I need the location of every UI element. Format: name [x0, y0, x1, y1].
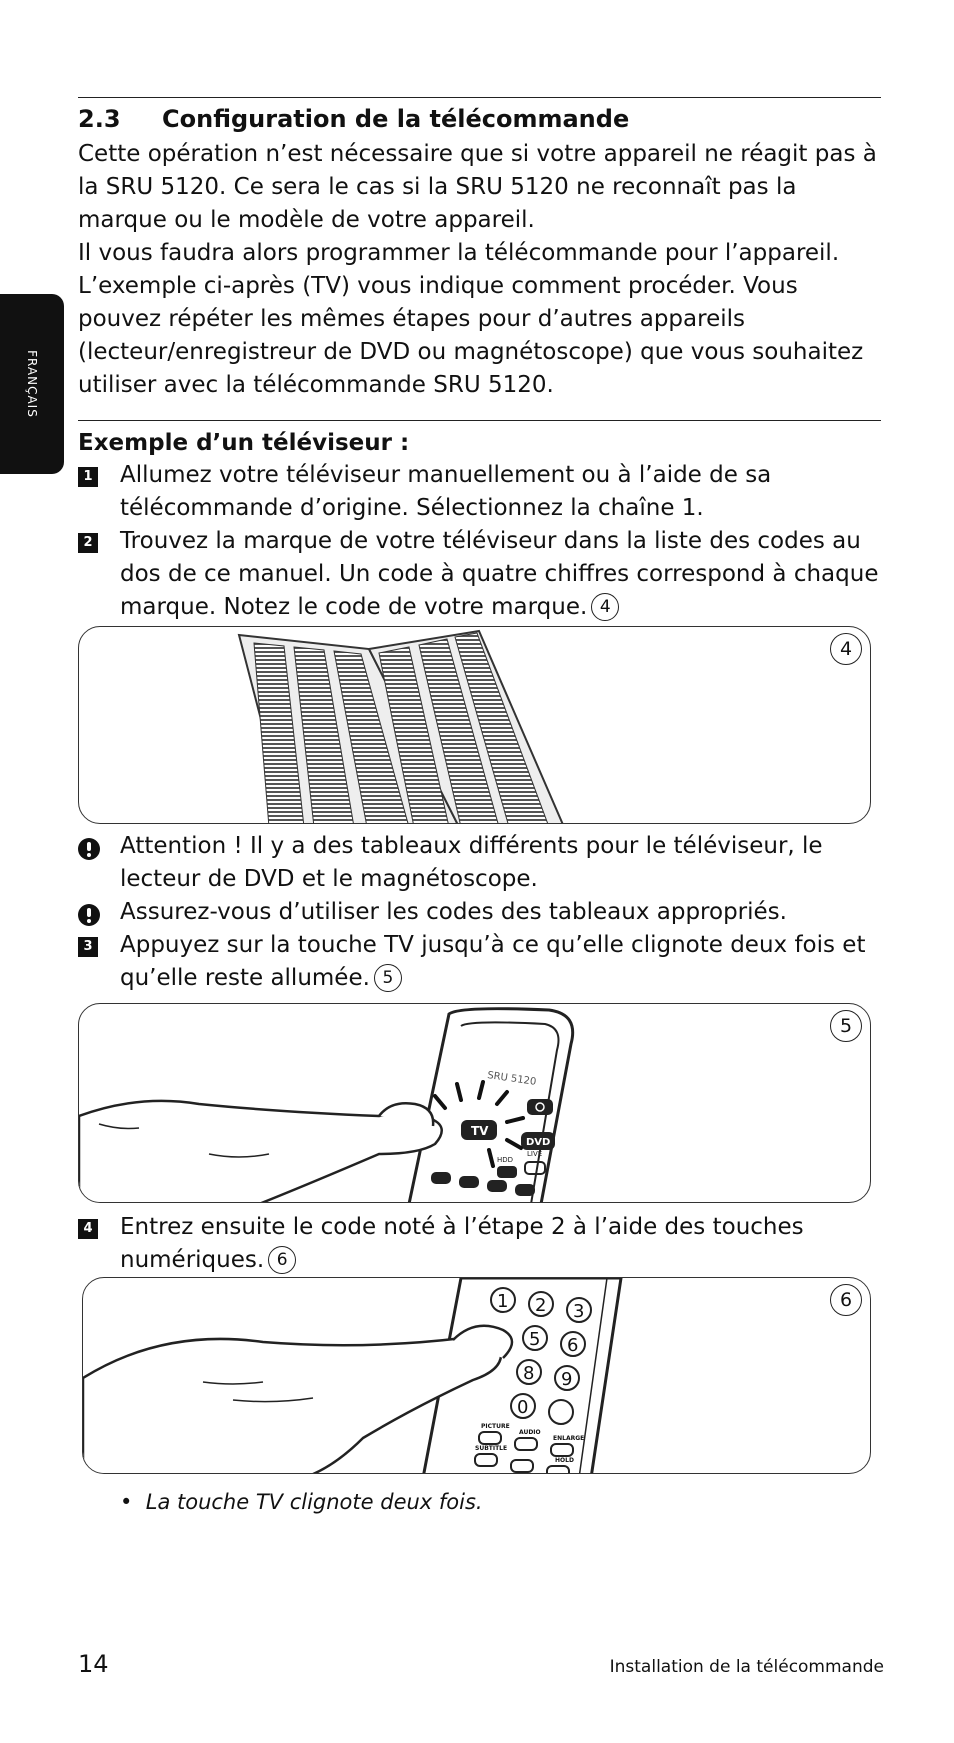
- section-title: Configuration de la télécommande: [162, 105, 630, 133]
- key-9: 9: [561, 1369, 573, 1390]
- warning-icon: [78, 904, 100, 926]
- code-booklet-illustration: [79, 627, 870, 823]
- enlarge-label: ENLARGE: [553, 1435, 585, 1442]
- example-heading: Exemple d’un téléviseur :: [78, 430, 410, 456]
- step-1-text: Allumez votre téléviseur manuellement ou à l’aide de sa télécommande d’origine. Sélectionnez la chaîne 1.: [120, 462, 772, 521]
- step-2-body: Trouvez la marque de votre téléviseur dans la liste des codes au dos de ce manuel. Un code à quatre chiffres correspond à chaque marque. Notez le code de votre marque.: [120, 528, 879, 620]
- step-3-text: [120, 929, 888, 995]
- dvd-button-label: DVD: [526, 1137, 551, 1148]
- key-2: 2: [535, 1295, 547, 1316]
- remote-tv-button-illustration: [79, 1004, 870, 1202]
- warning-icon: [78, 838, 100, 860]
- step-4-body: Entrez ensuite le code noté à l’étape 2 à l’aide des touches numériques.: [120, 1214, 804, 1273]
- remote-model-label: SRU 5120: [486, 1070, 537, 1088]
- key-8: 8: [523, 1363, 535, 1384]
- step-3-number: 3: [78, 937, 98, 957]
- intro-paragraph-2: Il vous faudra alors programmer la télécommande pour l’appareil. L’exemple ci-après (TV) vous indique comment procéder. Vous pouvez répéter les mêmes étapes pour d’autres appareils (lecteur/enregistreur de DVD ou magnétoscope) que vous souhaitez utiliser avec la télécommande SRU 5120.: [78, 240, 864, 398]
- picture-label: PICTURE: [481, 1423, 510, 1430]
- figure-tv-button: [78, 1003, 871, 1203]
- subtitle-label: SUBTITLE: [475, 1445, 508, 1452]
- key-5: 5: [529, 1329, 541, 1350]
- figure-ref-6: 6: [268, 1246, 296, 1274]
- example-rule: [78, 420, 881, 421]
- result-bullet-text: La touche TV clignote deux fois.: [145, 1490, 483, 1514]
- step-4-number: 4: [78, 1219, 98, 1239]
- figure-badge-4: 4: [830, 633, 862, 665]
- tv-button-label: TV: [471, 1124, 489, 1138]
- key-6: 6: [567, 1335, 579, 1356]
- key-3: 3: [573, 1301, 585, 1322]
- live-label: LIVE: [527, 1150, 543, 1158]
- figure-numeric-keys: [82, 1277, 871, 1474]
- language-side-tab: [0, 294, 64, 474]
- step-1-number: 1: [78, 467, 98, 487]
- warning-2-text: Assurez-vous d’utiliser les codes des tableaux appropriés.: [120, 899, 787, 925]
- hdd-label: HDD: [497, 1156, 514, 1164]
- step-2-text: [120, 525, 888, 624]
- key-1: 1: [497, 1291, 509, 1312]
- figure-ref-5: 5: [374, 964, 402, 992]
- top-rule: [78, 97, 881, 98]
- figure-badge-5: 5: [830, 1010, 862, 1042]
- figure-code-booklet: [78, 626, 871, 824]
- page-number: 14: [78, 1650, 109, 1678]
- remote-numeric-keys-illustration: [83, 1278, 870, 1473]
- step-4-text: [120, 1211, 888, 1277]
- figure-ref-4: 4: [591, 593, 619, 621]
- footer-chapter-title: Installation de la télécommande: [609, 1657, 884, 1677]
- figure-badge-6: 6: [830, 1284, 862, 1316]
- intro-paragraph-1: Cette opération n’est nécessaire que si votre appareil ne réagit pas à la SRU 5120. Ce sera le cas si la SRU 5120 ne reconnaît pas la marque ou le modèle de votre appareil.: [78, 141, 877, 233]
- step-3-body: Appuyez sur la touche TV jusqu’à ce qu’elle clignote deux fois et qu’elle reste allumée.: [120, 932, 866, 991]
- result-bullet: [120, 1487, 483, 1517]
- step-2-number: 2: [78, 533, 98, 553]
- key-0: 0: [517, 1397, 529, 1418]
- section-number: 2.3: [78, 105, 121, 133]
- warning-1-text: Attention ! Il y a des tableaux différents pour le téléviseur, le lecteur de DVD et le magnétoscope.: [120, 833, 823, 892]
- language-label: FRANÇAIS: [25, 350, 39, 418]
- audio-label: AUDIO: [519, 1429, 541, 1436]
- bullet-dot: •: [120, 1490, 146, 1514]
- hold-label: HOLD: [555, 1457, 574, 1464]
